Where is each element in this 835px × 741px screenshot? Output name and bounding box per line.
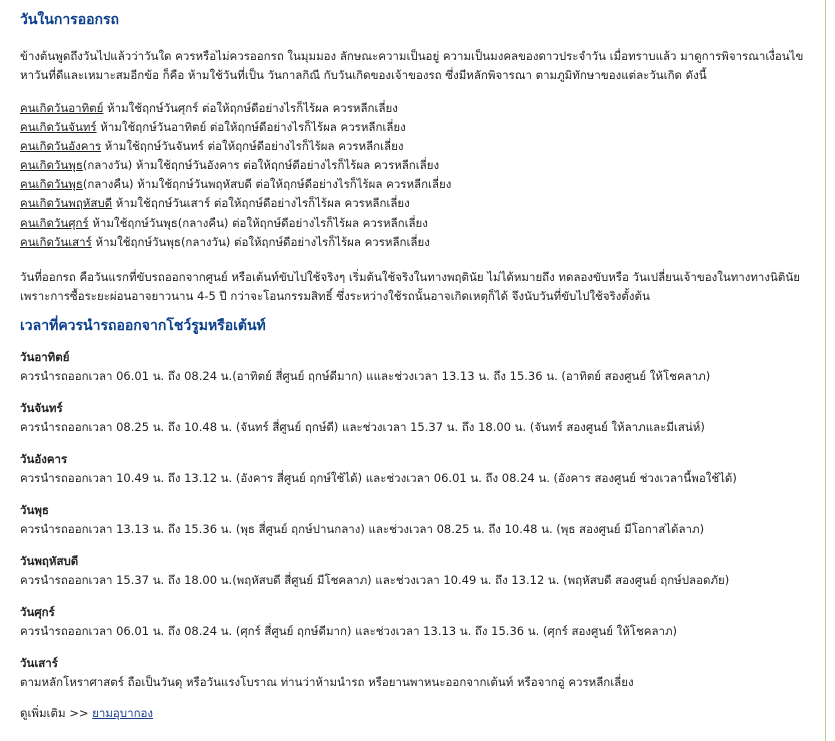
section-title-times: เวลาที่ควรนำรถออกจากโชว์รูมหรือเต้นท์ <box>20 317 266 334</box>
day-block <box>20 552 825 590</box>
rule-item <box>20 99 825 118</box>
rule-item <box>20 137 825 156</box>
see-more <box>20 704 825 723</box>
rule-text: ห้ามใช้ฤกษ์วันอาทิตย์ ต่อให้ฤกษ์ดีอย่างไรก็ไร้ผล ควรหลีกเลี่ยง <box>96 120 406 135</box>
rule-text: ห้ามใช้ฤกษ์วันศุกร์ ต่อให้ฤกษ์ดีอย่างไรก็ไร้ผล ควรหลีกเลี่ยง <box>103 101 398 115</box>
day-name: วันพุธ <box>20 502 49 517</box>
rule-birthday-link[interactable]: คนเกิดวันอังคาร <box>20 139 102 154</box>
day-block <box>20 348 825 386</box>
intro-paragraph: ข้างต้นพูดถึงวันไปแล้วว่าวันใด ควรหรือไม่ควรออกรถ ในมุมมอง ลักษณะความเป็นอยู่ ความเป็นมงคลของดาวประจำวัน เมื่อทราบแล้ว มาดูการพิจารณาเงื่อนไขหาวันที่ดีและเหมาะสมอีกข้อ ก็คือ ห้ามใช้วันที่เป็น วันกาลกิณี กับวันเกิดของเจ้าของรถ ซึ่งมีหลักพิจารณา ตามภูมิทักษาของแต่ละวันเกิด ดังนี้ <box>20 49 804 82</box>
rule-birthday-link[interactable]: คนเกิดวันเสาร์ <box>20 234 92 249</box>
day-time-text: ควรนำรถออกเวลา 13.13 น. ถึง 15.36 น. (พุธ สี่ศูนย์ ฤกษ์ปานกลาง) และช่วงเวลา 08.25 น. ถึง 10.48 น. (พุธ สองศูนย์ มีโอกาสได้ลาภ) <box>20 521 705 536</box>
day-block <box>20 654 825 692</box>
rule-item <box>20 118 825 137</box>
rule-item <box>20 175 825 194</box>
rule-birthday-link[interactable]: คนเกิดวันอาทิตย์ <box>20 101 104 115</box>
rule-text: ห้ามใช้ฤกษ์วันพุธ(กลางวัน) ต่อให้ฤกษ์ดีอย่างไรก็ไร้ผล ควรหลีกเลี่ยง <box>91 234 430 249</box>
page-title: วันในการออกรถ <box>20 12 119 28</box>
rule-birthday-link[interactable]: คนเกิดวันพฤหัสบดี <box>20 196 113 211</box>
rule-birthday-link[interactable]: คนเกิดวันพุธ <box>20 158 83 173</box>
rule-item <box>20 156 825 175</box>
day-block <box>20 399 825 437</box>
rule-text: ห้ามใช้ฤกษ์วันเสาร์ ต่อให้ฤกษ์ดีอย่างไรก็ไร้ผล ควรหลีกเลี่ยง <box>112 196 410 211</box>
day-name: วันอาทิตย์ <box>20 349 70 364</box>
day-time-text: ควรนำรถออกเวลา 06.01 น. ถึง 08.24 น. (ศุกร์ สี่ศูนย์ ฤกษ์ดีมาก) และช่วงเวลา 13.13 น. ถึง 15.36 น. (ศุกร์ สองศูนย์ ให้โชคลาภ) <box>20 623 678 638</box>
see-more-prefix: ดูเพิ่มเติม >> <box>20 705 93 720</box>
rule-birthday-link[interactable]: คนเกิดวันศุกร์ <box>20 215 89 230</box>
day-name: วันเสาร์ <box>20 655 58 670</box>
day-block <box>20 450 825 488</box>
rule-item <box>20 214 825 233</box>
see-more-link[interactable]: ยามอุบากอง <box>92 705 154 720</box>
rule-text: ห้ามใช้ฤกษ์วันพุธ(กลางคืน) ต่อให้ฤกษ์ดีอย่างไรก็ไร้ผล ควรหลีกเลี่ยง <box>88 215 428 230</box>
rule-text: (กลางวัน) ห้ามใช้ฤกษ์วันอังคาร ต่อให้ฤกษ์ดีอย่างไรก็ไร้ผล ควรหลีกเลี่ยง <box>82 158 440 173</box>
rule-item <box>20 233 825 252</box>
day-name: วันจันทร์ <box>20 400 63 415</box>
rule-birthday-link[interactable]: คนเกิดวันจันทร์ <box>20 120 97 135</box>
rule-text: ห้ามใช้ฤกษ์วันจันทร์ ต่อให้ฤกษ์ดีอย่างไรก็ไร้ผล ควรหลีกเลี่ยง <box>101 139 404 154</box>
day-time-text: ควรนำรถออกเวลา 08.25 น. ถึง 10.48 น. (จันทร์ สี่ศูนย์ ฤกษ์ดี) และช่วงเวลา 15.37 น. ถึง 18.00 น. (จันทร์ สองศูนย์ ให้ลาภและมีเสน่ห์) <box>20 419 705 434</box>
day-block <box>20 501 825 539</box>
day-time-text: ควรนำรถออกเวลา 15.37 น. ถึง 18.00 น.(พฤหัสบดี สี่ศูนย์ มีโชคลาภ) และช่วงเวลา 10.49 น. ถึง 13.12 น. (พฤหัสบดี สองศูนย์ ฤกษ์ปลอดภัย) <box>20 572 730 587</box>
day-time-text: ควรนำรถออกเวลา 06.01 น. ถึง 08.24 น.(อาทิตย์ สี่ศูนย์ ฤกษ์ดีมาก) แและช่วงเวลา 13.13 น. ถึง 15.36 น. (อาทิตย์ สองศูนย์ ให้โชคลาภ) <box>20 368 711 383</box>
rule-item <box>20 194 825 213</box>
day-times-list <box>20 348 825 692</box>
day-time-text: ควรนำรถออกเวลา 10.49 น. ถึง 13.12 น. (อังคาร สี่ศูนย์ ฤกษ์ใช้ได้) และช่วงเวลา 06.01 น. ถึง 08.24 น. (อังคาร สองศูนย์ ช่วงเวลานี้พอใช้ได้) <box>20 470 737 485</box>
rule-birthday-link[interactable]: คนเกิดวันพุธ <box>20 177 83 192</box>
birthday-rules-list <box>20 99 825 252</box>
rule-text: (กลางคืน) ห้ามใช้ฤกษ์วันพฤหัสบดี ต่อให้ฤกษ์ดีอย่างไรก็ไร้ผล ควรหลีกเลี่ยง <box>82 177 452 192</box>
day-time-text: ตามหลักโหราศาสตร์ ถือเป็นวันดุ หรือวันแรงโบราณ ท่านว่าห้ามนำรถ หรือยานพาหนะออกจากเต้นท์ หรือจากอู่ ควรหลีกเลี่ยง <box>20 674 634 689</box>
day-name: วันพฤหัสบดี <box>20 553 79 568</box>
day-name: วันอังคาร <box>20 451 68 466</box>
day-name: วันศุกร์ <box>20 604 55 619</box>
day-block <box>20 603 825 641</box>
note-paragraph: วันที่ออกรถ คือวันแรกที่ขับรถออกจากศูนย์ หรือเต้นท์ขับไปใช้จริงๆ เริ่มต้นใช้จริงในทางพฤตินัย ไม่ได้หมายถึง ทดลองขับหรือ วันเปลี่ยนเจ้าของในทางทางนิตินัย เพราะการซื้อระยะผ่อนอาจยาวนาน 4-5 ปี กว่าจะโอนกรรมสิทธิ์ ซึ่งระหว่างใช้รถนั้นอาจเกิดเหตุก็ได้ จึงนับวันที่ขับไปใช้จริงตั้งต้น <box>20 269 800 303</box>
